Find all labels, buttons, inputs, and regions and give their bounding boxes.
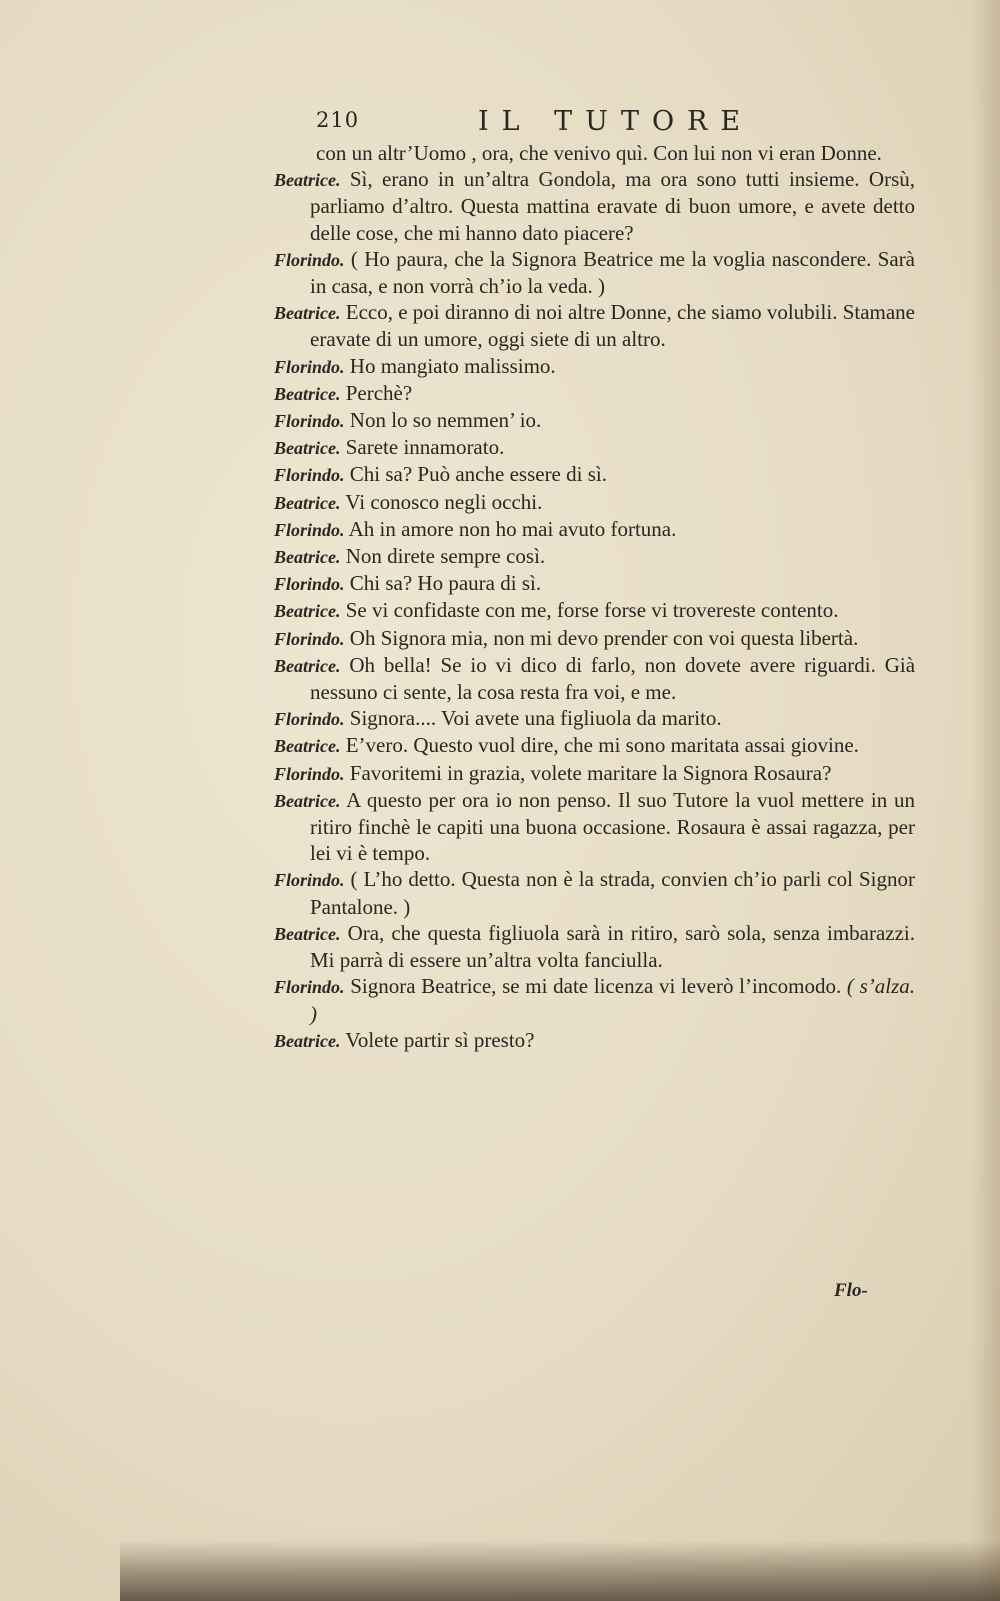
speaker-name: Florindo. [274,763,345,784]
speech-text: Favoritemi in grazia, volete maritare la Signora Rosaura? [349,760,832,785]
speaker-name: Florindo. [274,977,345,998]
speaker-name: Beatrice. [274,923,341,944]
speaker-name: Beatrice. [274,492,341,513]
speech-text: Chi sa? Può anche essere di sì. [349,462,607,487]
speech-paragraph [270,434,915,461]
speaker-name: Florindo. [274,709,345,730]
speech-text: Non direte sempre così. [345,544,546,569]
speaker-name: Florindo. [274,574,345,595]
speech-paragraph [270,246,915,299]
speaker-name: Florindo. [274,519,345,540]
speech-text: Ho mangiato malissimo. [349,353,556,378]
speech-paragraph [270,760,915,787]
speech-text: E’vero. Questo vuol dire, che mi sono maritata assai giovine. [345,733,859,758]
speaker-name: Beatrice. [274,655,341,676]
speech-text: Vi conosco negli occhi. [345,489,543,514]
speaker-name: Florindo. [274,465,345,486]
catchword: Flo- [834,1280,868,1301]
speech-text: Volete partir sì presto? [345,1027,535,1052]
speech-text: Perchè? [345,380,413,405]
speech-text: con un altr’Uomo , ora, che venivo quì. Con lui non vi eran Donne. [316,141,882,165]
speech-paragraph [270,652,915,705]
speech-text: A questo per ora io non penso. Il suo Tutore la vuol mettere in un ritiro finchè le capiti una buona occasione. Rosaura è assai ragazza, per lei vi è tempo. [310,787,915,866]
speech-text: Chi sa? Ho paura di sì. [349,571,542,596]
speech-paragraph [270,732,915,759]
dialogue-text [270,140,915,1054]
speech-text: Oh Signora mia, non mi devo prender con voi questa libertà. [349,625,859,650]
speech-paragraph [270,570,915,597]
speaker-name: Florindo. [274,870,345,891]
speech-paragraph [270,543,915,570]
speech-paragraph [270,920,915,973]
speech-text: Oh bella! Se io vi dico di farlo, non dovete avere riguardi. Già nessuno ci sente, la cosa resta fra voi, e me. [310,652,916,705]
speech-paragraph [270,866,915,919]
speaker-name: Florindo. [274,628,345,649]
speech-paragraph [270,705,915,732]
speech-text: Se vi confidaste con me, forse forse vi trovereste contento. [345,598,839,623]
speaker-name: Florindo. [274,411,345,432]
speech-text: Non lo so nemmen’ io. [349,408,542,433]
speaker-name: Beatrice. [274,383,341,404]
speech-paragraph [270,461,915,488]
speech-text: Signora Beatrice, se mi date licenza vi leverò l’incomodo. [350,974,842,999]
page-bottom-stain [120,1540,1000,1601]
page-header [0,106,1000,142]
speaker-name: Beatrice. [274,736,341,757]
speaker-name: Beatrice. [274,790,341,811]
speech-paragraph [270,166,915,246]
continuation-paragraph [270,140,915,166]
speech-text: Sì, erano in un’altra Gondola, ma ora sono tutti insieme. Orsù, parliamo d’altro. Questa mattina eravate di buon umore, e avete detto delle cose, che mi hanno dato piacere? [310,167,915,245]
speaker-name: Beatrice. [274,303,341,324]
running-title: IL TUTORE [478,106,754,137]
speaker-name: Beatrice. [274,547,341,568]
speaker-name: Florindo. [274,356,345,377]
speech-paragraph [270,407,915,434]
speech-paragraph [270,489,915,516]
speech-text: ( L’ho detto. Questa non è la strada, convien ch’io parli col Signor Pantalone. ) [310,867,916,919]
speech-paragraph [270,625,915,652]
speaker-name: Beatrice. [274,601,341,622]
stage-direction: ( s’alza. ) [310,974,915,1026]
speaker-name: Beatrice. [274,438,341,459]
speech-paragraph [270,973,915,1026]
page-number: 210 [316,108,360,132]
speech-paragraph [270,787,915,867]
page-edge-shadow [972,0,1000,1601]
speech-paragraph [270,353,915,380]
speech-text: Ora, che questa figliuola sarà in ritiro, sarò sola, senza imbarazzi. Mi parrà di essere un’altra volta fanciulla. [310,920,916,973]
speech-paragraph [270,597,915,624]
speech-paragraph [270,516,915,543]
speech-text: ( Ho paura, che la Signora Beatrice me la voglia nascondere. Sarà in casa, e non vorrà ch’io la veda. ) [310,246,916,299]
speech-text: Ecco, e poi diranno di noi altre Donne, che siamo volubili. Stamane eravate di un umore, oggi siete di un altro. [310,300,916,352]
speech-text: Signora.... Voi avete una figliuola da marito. [349,706,722,731]
speech-text: Ah in amore non ho mai avuto fortuna. [348,516,677,541]
speaker-name: Beatrice. [274,170,341,191]
speech-paragraph [270,380,915,407]
speaker-name: Beatrice. [274,1030,341,1051]
speech-paragraph [270,299,915,352]
speech-paragraph [270,1027,915,1054]
speaker-name: Florindo. [274,249,345,270]
speech-text: Sarete innamorato. [345,435,505,460]
